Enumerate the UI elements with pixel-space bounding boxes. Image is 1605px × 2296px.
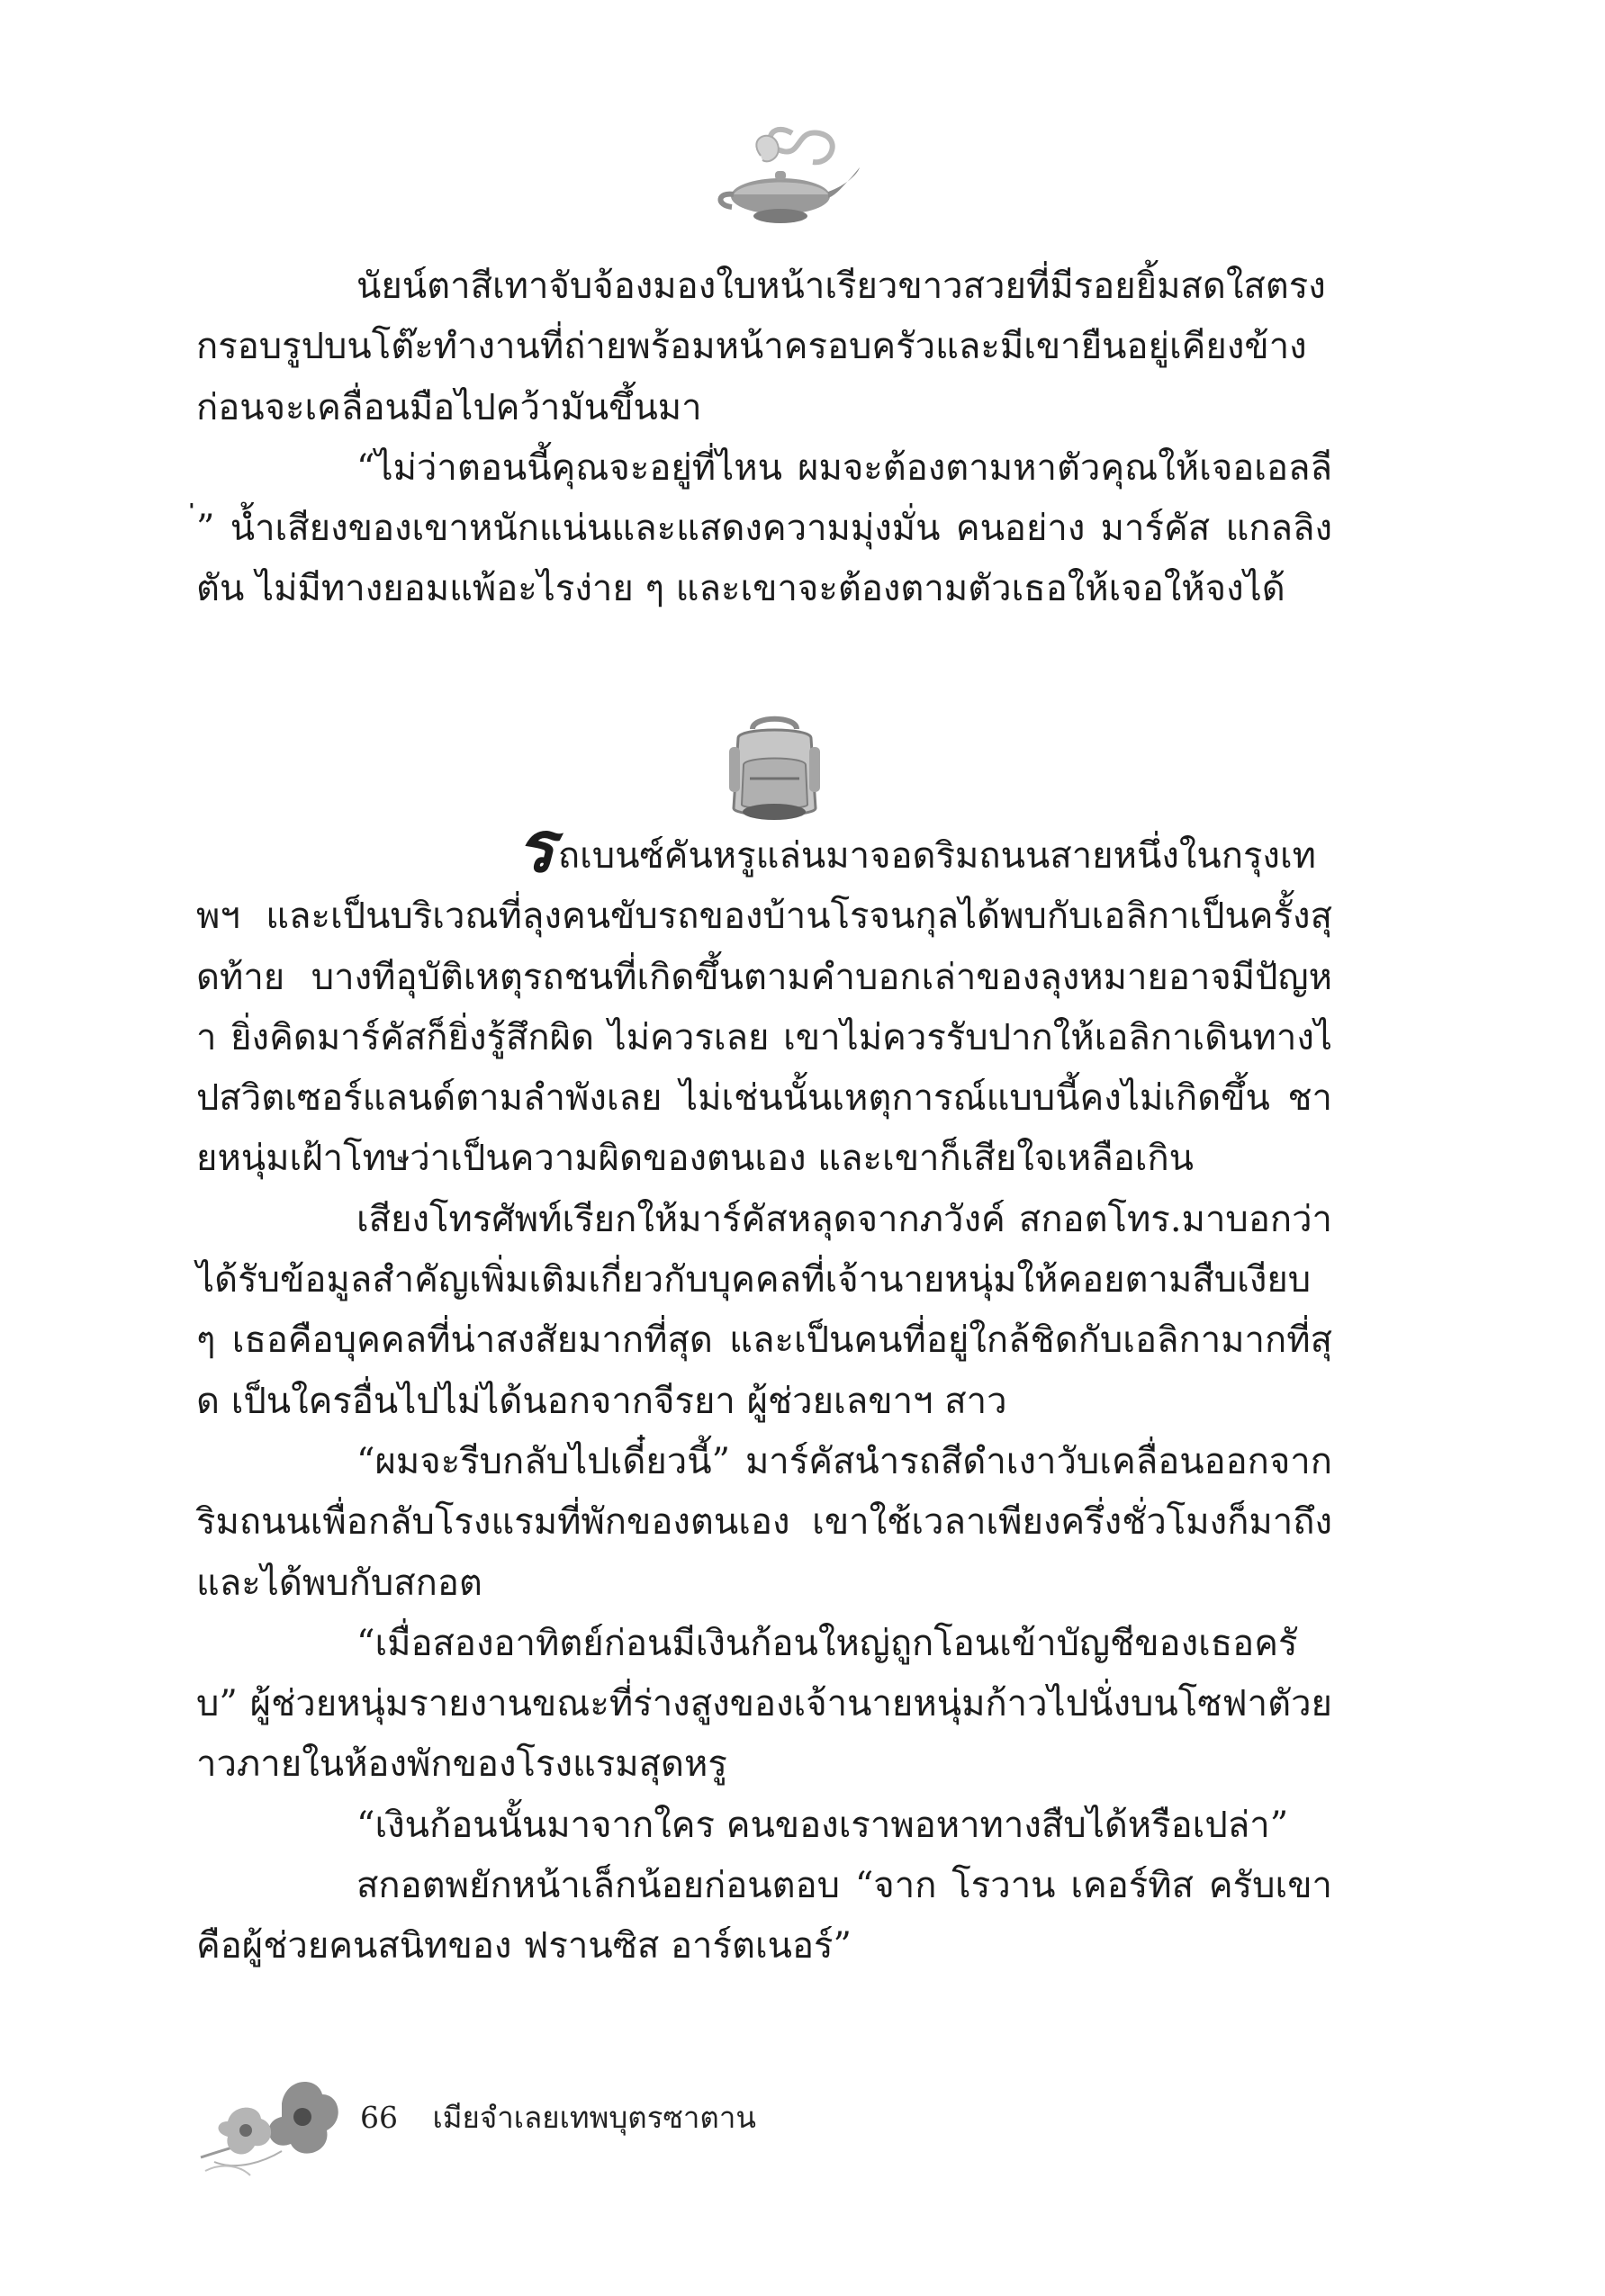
paragraph: สกอตพยักหน้าเล็กน้อยก่อนตอบ “จาก โรวาน เคอร์ทิส ครับเขาคือผู้ช่วยคนสนิทของ ฟรานซิส อาร์ตเนอร์”	[196, 1865, 1332, 1967]
flower-icon	[196, 2072, 345, 2180]
paragraph-text: ถเบนซ์คันหรูแล่นมาจอดริมถนนสายหนึ่งในกรุงเทพฯ และเป็นบริเวณที่ลุงคนขับรถของบ้านโรจนกุลได้พบกับเอลิกาเป็นครั้งสุดท้าย บางทีอุบัติเหตุรถชนที่เกิดขึ้นตามคำบอกเล่าของลุงหมายอาจมีปัญหา ยิ่งคิดมาร์คัสก็ยิ่งรู้สึกผิด ไม่ควรเลย เขาไม่ควรรับปากให้เอลิกาเดินทางไปสวิตเซอร์แลนด์ตามลำพังเลย ไม่เช่นนั้นเหตุการณ์แบบนี้คงไม่เกิดขึ้น ชายหนุ่มเฝ้าโทษว่าเป็นความผิดของตนเอง และเขาก็เสียใจเหลือเกิน	[196, 835, 1332, 1180]
paragraph: นัยน์ตาสีเทาจับจ้องมองใบหน้าเรียวขาวสวยที่มีรอยยิ้มสดใสตรงกรอบรูปบนโต๊ะทำงานที่ถ่ายพร้อมหน้าครอบครัวและมีเขายืนอยู่เคียงข้าง ก่อนจะเคลื่อนมือไปคว้ามันขึ้นมา	[196, 266, 1326, 428]
paragraph: “ผมจะรีบกลับไปเดี๋ยวนี้” มาร์คัสนำรถสีดำเงาวับเคลื่อนออกจากริมถนนเพื่อกลับโรงแรมที่พักของตนเอง เขาใช้เวลาเพียงครึ่งชั่วโมงก็มาถึงและได้พบกับสกอต	[196, 1440, 1332, 1604]
paragraph: เสียงโทรศัพท์เรียกให้มาร์คัสหลุดจากภวังค์ สกอตโทร.มาบอกว่าได้รับข้อมูลสำคัญเพิ่มเติมเกี่ยวกับบุคคลที่เจ้านายหนุ่มให้คอยตามสืบเงียบ ๆ เธอคือบุคคลที่น่าสงสัยมากที่สุด และเป็นคนที่อยู่ใกล้ชิดกับเอลิกามากที่สุด เป็นใครอื่นไปไม่ได้นอกจากจีรยา ผู้ช่วยเลขาฯ สาว	[196, 1198, 1332, 1422]
paragraph: “เงินก้อนนั้นมาจากใคร คนของเราพอหาทางสืบได้หรือเปล่า”	[356, 1804, 1289, 1846]
page-footer	[360, 2093, 756, 2141]
text-block-bottom	[196, 806, 1332, 1977]
paragraph-with-drop-cap	[196, 806, 1332, 1190]
paragraph: “ไม่ว่าตอนนี้คุณจะอยู่ที่ไหน ผมจะต้องตามหาตัวคุณให้เจอเอลลี่” น้ำเสียงของเขาหนักแน่นและแสดงความมุ่งมั่น คนอย่าง มาร์คัส แกลลิงตัน ไม่มีทางยอมแพ้อะไรง่าย ๆ และเขาจะต้องตามตัวเธอให้เจอให้จงได้	[196, 446, 1332, 610]
backpack-icon	[718, 711, 831, 824]
drop-cap: ร	[517, 806, 555, 888]
paragraph: “เมื่อสองอาทิตย์ก่อนมีเงินก้อนใหญ่ถูกโอนเข้าบัญชีของเธอครับ” ผู้ช่วยหนุ่มรายงานขณะที่ร่างสูงของเจ้านายหนุ่มก้าวไปนั่งบนโซฟาตัวยาวภายในห้องพักของโรงแรมสุดหรู	[196, 1622, 1332, 1786]
book-title: เมียจำเลยเทพบุตรซาตาน	[432, 2100, 756, 2135]
text-block-top	[196, 257, 1332, 620]
page-number: 66	[360, 2100, 398, 2135]
magic-lamp-icon	[707, 115, 864, 232]
